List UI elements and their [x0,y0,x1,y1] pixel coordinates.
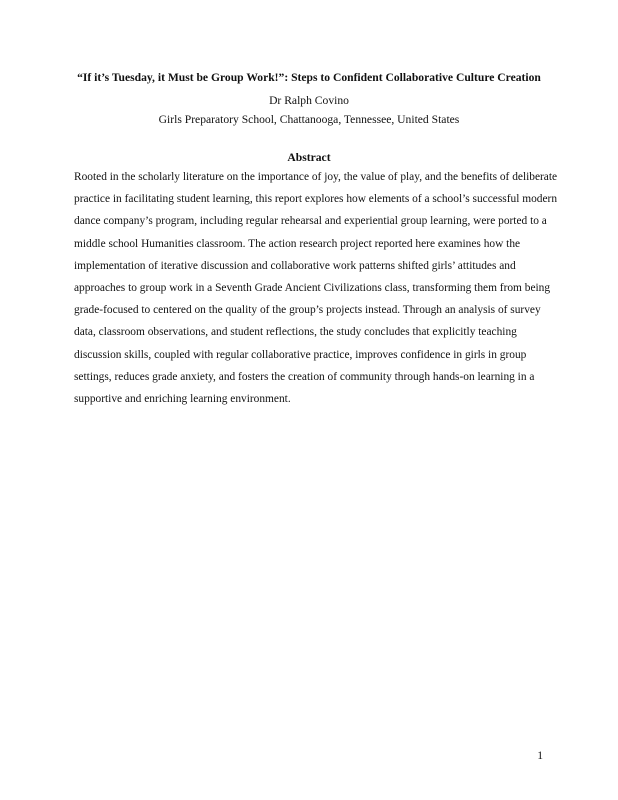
abstract-line: supportive and enriching learning environment. [74,393,291,406]
abstract-heading: Abstract [287,151,331,164]
abstract-line: dance company’s program, including regular rehearsal and experiential group learning, were ported to a [74,215,547,228]
abstract-line: grade-focused to centered on the quality of the group’s projects instead. Through an analysis of survey [74,304,541,317]
author-name: Dr Ralph Covino [269,94,349,107]
abstract-line: approaches to group work in a Seventh Grade Ancient Civilizations class, transforming them from being [74,282,551,295]
abstract-line: discussion skills, coupled with regular collaborative practice, improves confidence in girls in group [74,348,527,361]
paper-title: “If it’s Tuesday, it Must be Group Work!”: Steps to Confident Collaborative Culture Creation [77,71,541,84]
abstract-line: Rooted in the scholarly literature on the importance of joy, the value of play, and the benefits of deliberate [74,171,558,183]
abstract-line: data, classroom observations, and student reflections, the study concludes that explicitly teaching [74,326,517,339]
abstract-line: middle school Humanities classroom. The action research project reported here examines how the [74,237,521,250]
abstract-line: implementation of iterative discussion and collaborative work patterns shifted girls’ attitudes and [74,259,516,272]
abstract-line: practice in facilitating student learning, this report explores how elements of a school’s successful modern [74,193,558,206]
abstract-body [74,166,558,410]
page-number: 1 [537,749,543,762]
abstract-line: settings, reduces grade anxiety, and fosters the creation of community through hands-on learning in a [74,370,535,383]
author-affiliation: Girls Preparatory School, Chattanooga, Tennessee, United States [158,113,460,126]
